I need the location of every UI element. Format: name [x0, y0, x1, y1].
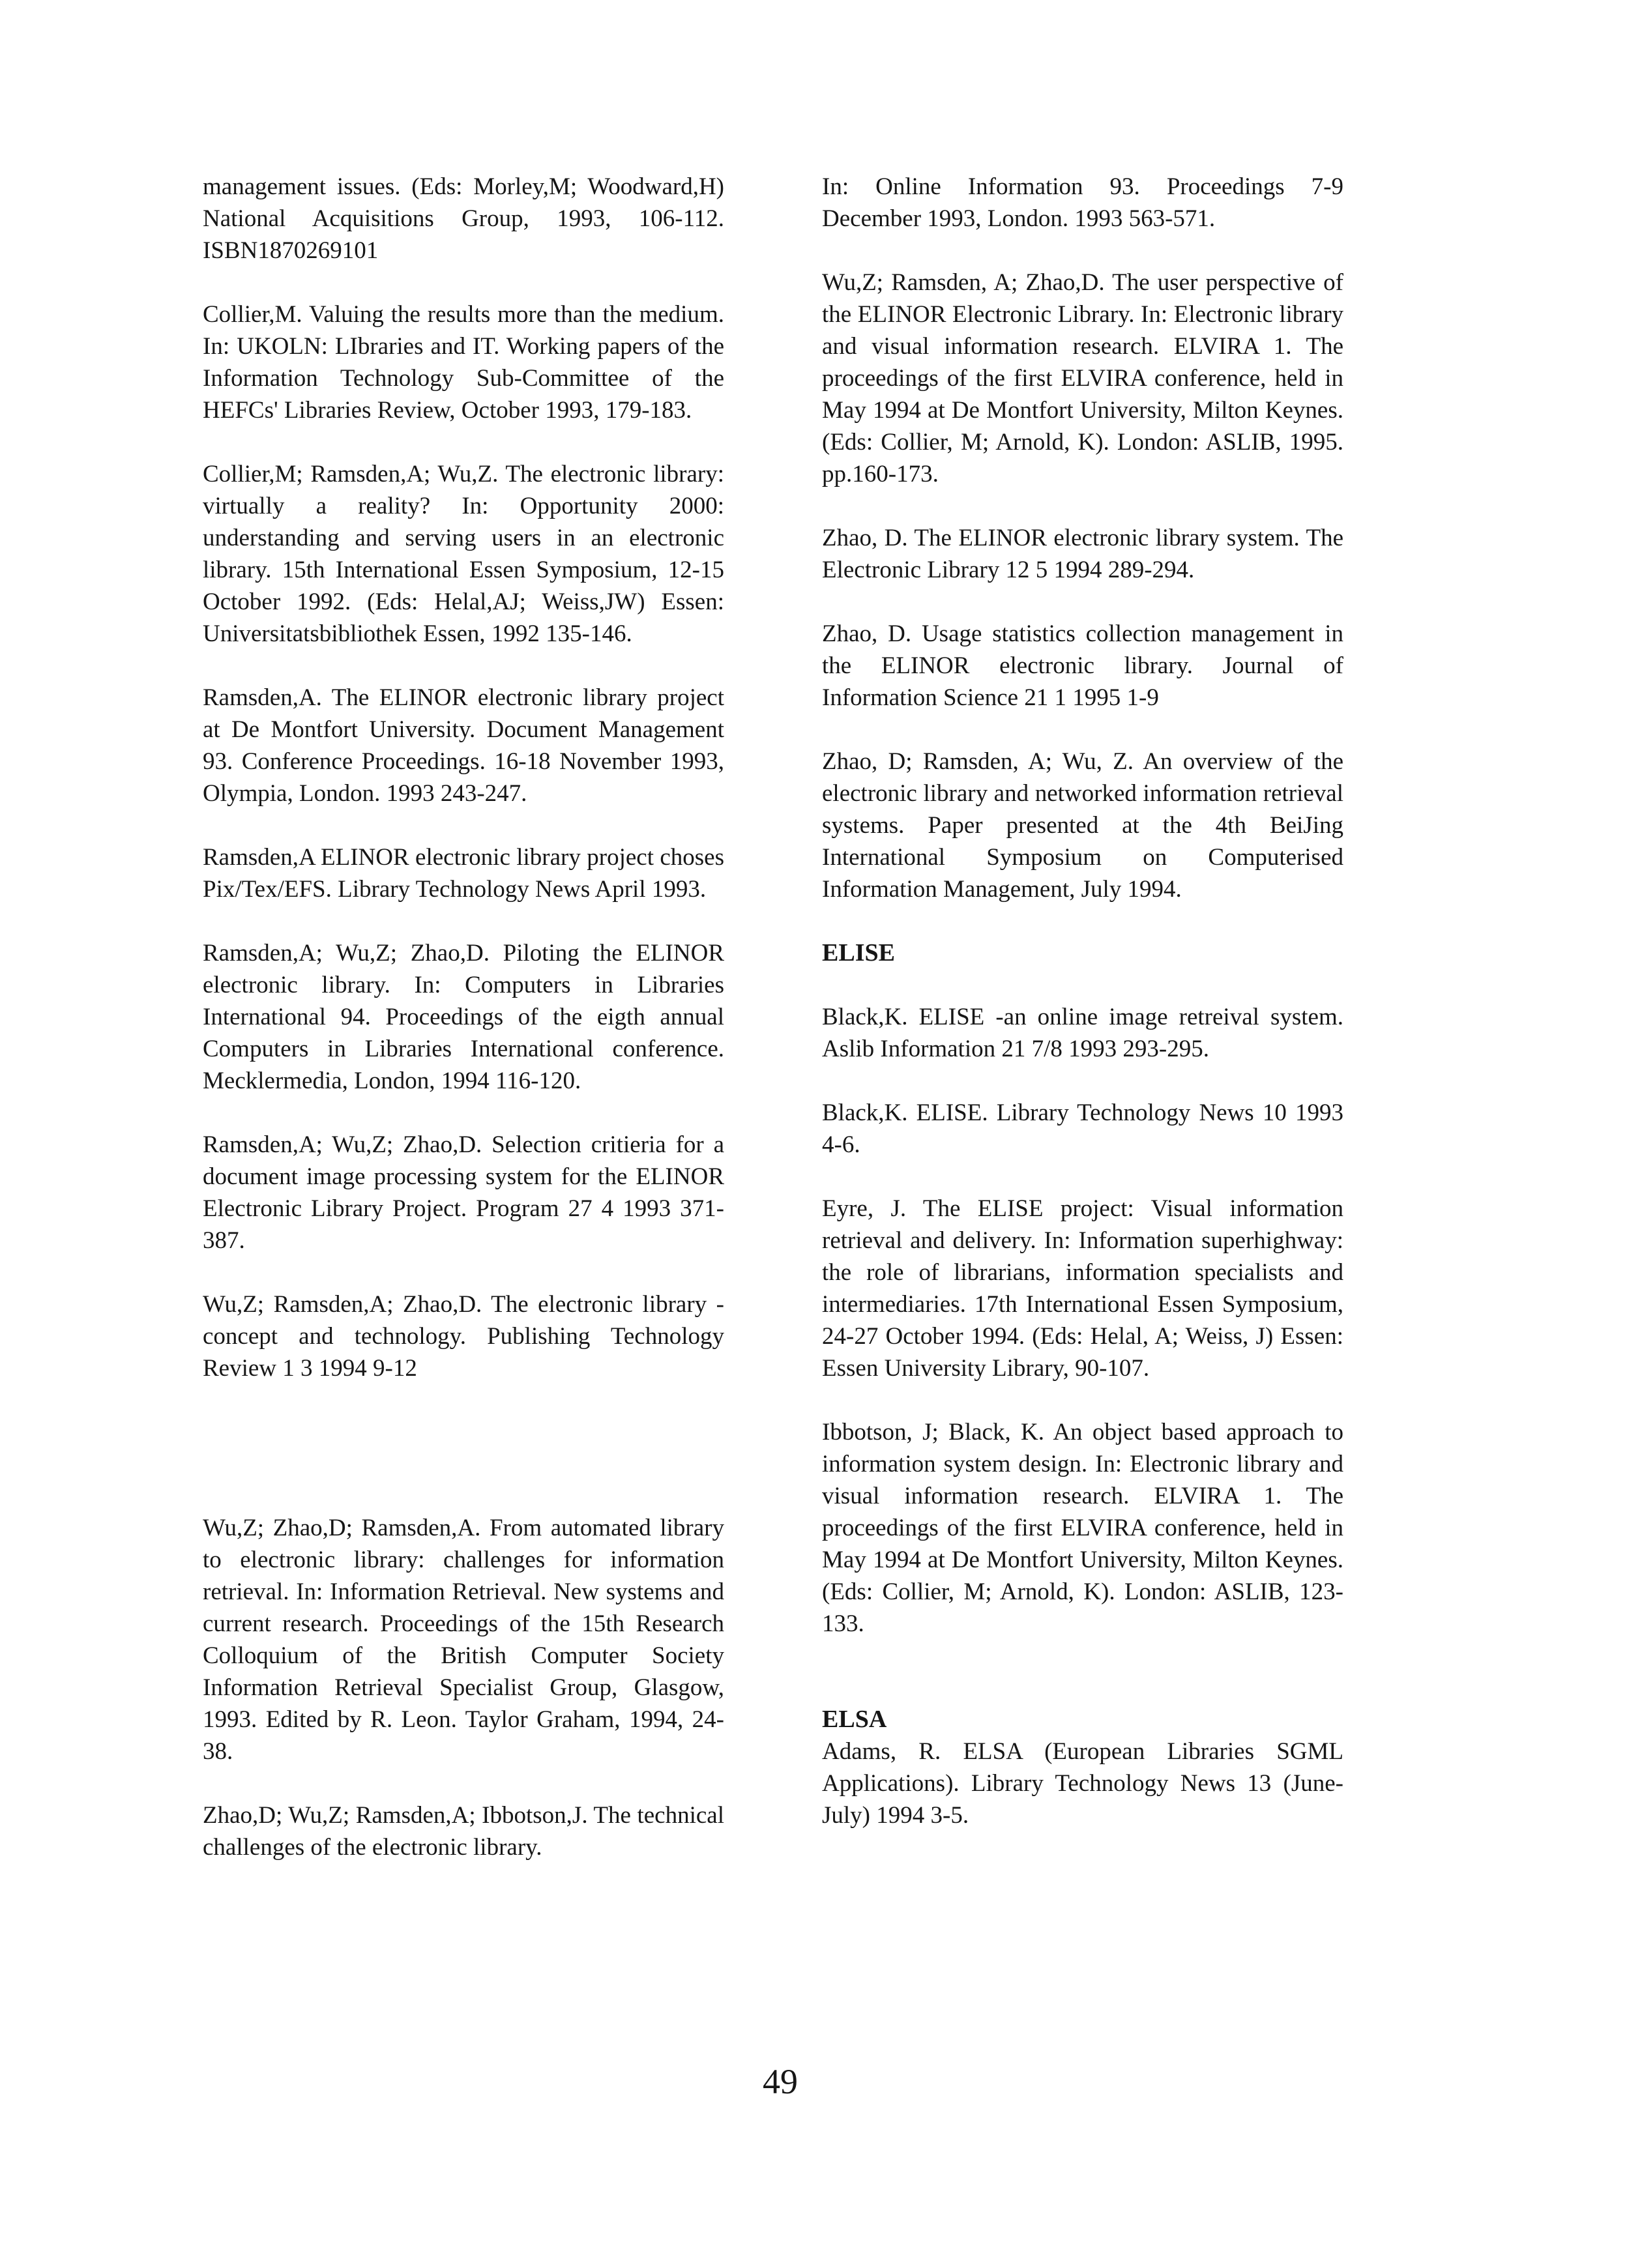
reference-entry: Zhao, D. Usage statistics collection management in the ELINOR electronic library. Journal of Information Science 21 1 1995 1-9 — [822, 620, 1343, 711]
right-column — [822, 171, 1343, 1831]
section-heading-elsa: ELSA — [822, 1706, 887, 1733]
reference-entry: management issues. (Eds: Morley,M; Woodward,H) National Acquisitions Group, 1993, 106-112. ISBN1870269101 — [203, 173, 724, 264]
reference-entry: Ibbotson, J; Black, K. An object based approach to information system design. In: Electronic library and visual information research. ELVIRA 1. The proceedings of the first ELVIRA conference, held in May 1994 at De Montfort University, Milton Keynes. (Eds: Collier, M; Arnold, K). London: ASLIB, 123-133. — [822, 1419, 1343, 1637]
reference-entry: Wu,Z; Ramsden, A; Zhao,D. The user perspective of the ELINOR Electronic Library. In: Electronic library and visual information research. ELVIRA 1. The proceedings of the first ELVIRA conference, held in May 1994 at De Montfort University, Milton Keynes. (Eds: Collier, M; Arnold, K). London: ASLIB, 1995. pp.160-173. — [822, 269, 1343, 487]
page-number: 49 — [763, 2062, 798, 2101]
reference-entry: Ramsden,A. The ELINOR electronic library project at De Montfort University. Document Management 93. Conference Proceedings. 16-18 November 1993, Olympia, London. 1993 243-247. — [203, 684, 724, 807]
reference-entry: In: Online Information 93. Proceedings 7-9 December 1993, London. 1993 563-571. — [822, 173, 1343, 232]
reference-entry: Wu,Z; Zhao,D; Ramsden,A. From automated library to electronic library: challenges for information retrieval. In: Information Retrieval. New systems and current research. Proceedings of the 15th Research Colloquium of the British Computer Society Information Retrieval Specialist Group, Glasgow, 1993. Edited by R. Leon. Taylor Graham, 1994, 24-38. — [203, 1515, 724, 1765]
reference-entry: Eyre, J. The ELISE project: Visual information retrieval and delivery. In: Information superhighway: the role of librarians, information specialists and intermediaries. 17th International Essen Symposium, 24-27 October 1994. (Eds: Helal, A; Weiss, J) Essen: Essen University Library, 90-107. — [822, 1195, 1343, 1382]
reference-entry: Zhao, D. The ELINOR electronic library system. The Electronic Library 12 5 1994 289-294. — [822, 525, 1343, 583]
reference-entry: Ramsden,A; Wu,Z; Zhao,D. Selection critieria for a document image processing system for the ELINOR Electronic Library Project. Program 27 4 1993 371-387. — [203, 1131, 724, 1254]
reference-entry: Wu,Z; Ramsden,A; Zhao,D. The electronic library -concept and technology. Publishing Technology Review 1 3 1994 9-12 — [203, 1291, 724, 1382]
reference-entry: Collier,M; Ramsden,A; Wu,Z. The electronic library: virtually a reality? In: Opportunity 2000: understanding and serving users in an electronic library. 15th International Essen Symposium, 12-15 October 1992. (Eds: Helal,AJ; Weiss,JW) Essen: Universitatsbibliothek Essen, 1992 135-146. — [203, 461, 724, 647]
reference-entry: Black,K. ELISE -an online image retreival system. Aslib Information 21 7/8 1993 293-295. — [822, 1004, 1343, 1062]
reference-entry: Zhao,D; Wu,Z; Ramsden,A; Ibbotson,J. The technical challenges of the electronic library. — [203, 1802, 724, 1861]
section-heading-elise: ELISE — [822, 939, 895, 967]
reference-entry: Ramsden,A ELINOR electronic library project choses Pix/Tex/EFS. Library Technology News April 1993. — [203, 844, 724, 903]
reference-entry: Black,K. ELISE. Library Technology News 10 1993 4-6. — [822, 1099, 1343, 1158]
reference-entry: Adams, R. ELSA (European Libraries SGML Applications). Library Technology News 13 (June-July) 1994 3-5. — [822, 1738, 1343, 1829]
left-column — [203, 171, 724, 1863]
reference-entry: Ramsden,A; Wu,Z; Zhao,D. Piloting the ELINOR electronic library. In: Computers in Libraries International 94. Proceedings of the eigth annual Computers in Libraries International conference. Mecklermedia, London, 1994 116-120. — [203, 940, 724, 1094]
reference-entry: Collier,M. Valuing the results more than the medium. In: UKOLN: LIbraries and IT. Working papers of the Information Technology Sub-Committee of the HEFCs' Libraries Review, October 1993, 179-183. — [203, 301, 724, 424]
reference-entry: Zhao, D; Ramsden, A; Wu, Z. An overview of the electronic library and networked information retrieval systems. Paper presented at the 4th BeiJing International Symposium on Computerised Information Management, July 1994. — [822, 748, 1343, 903]
